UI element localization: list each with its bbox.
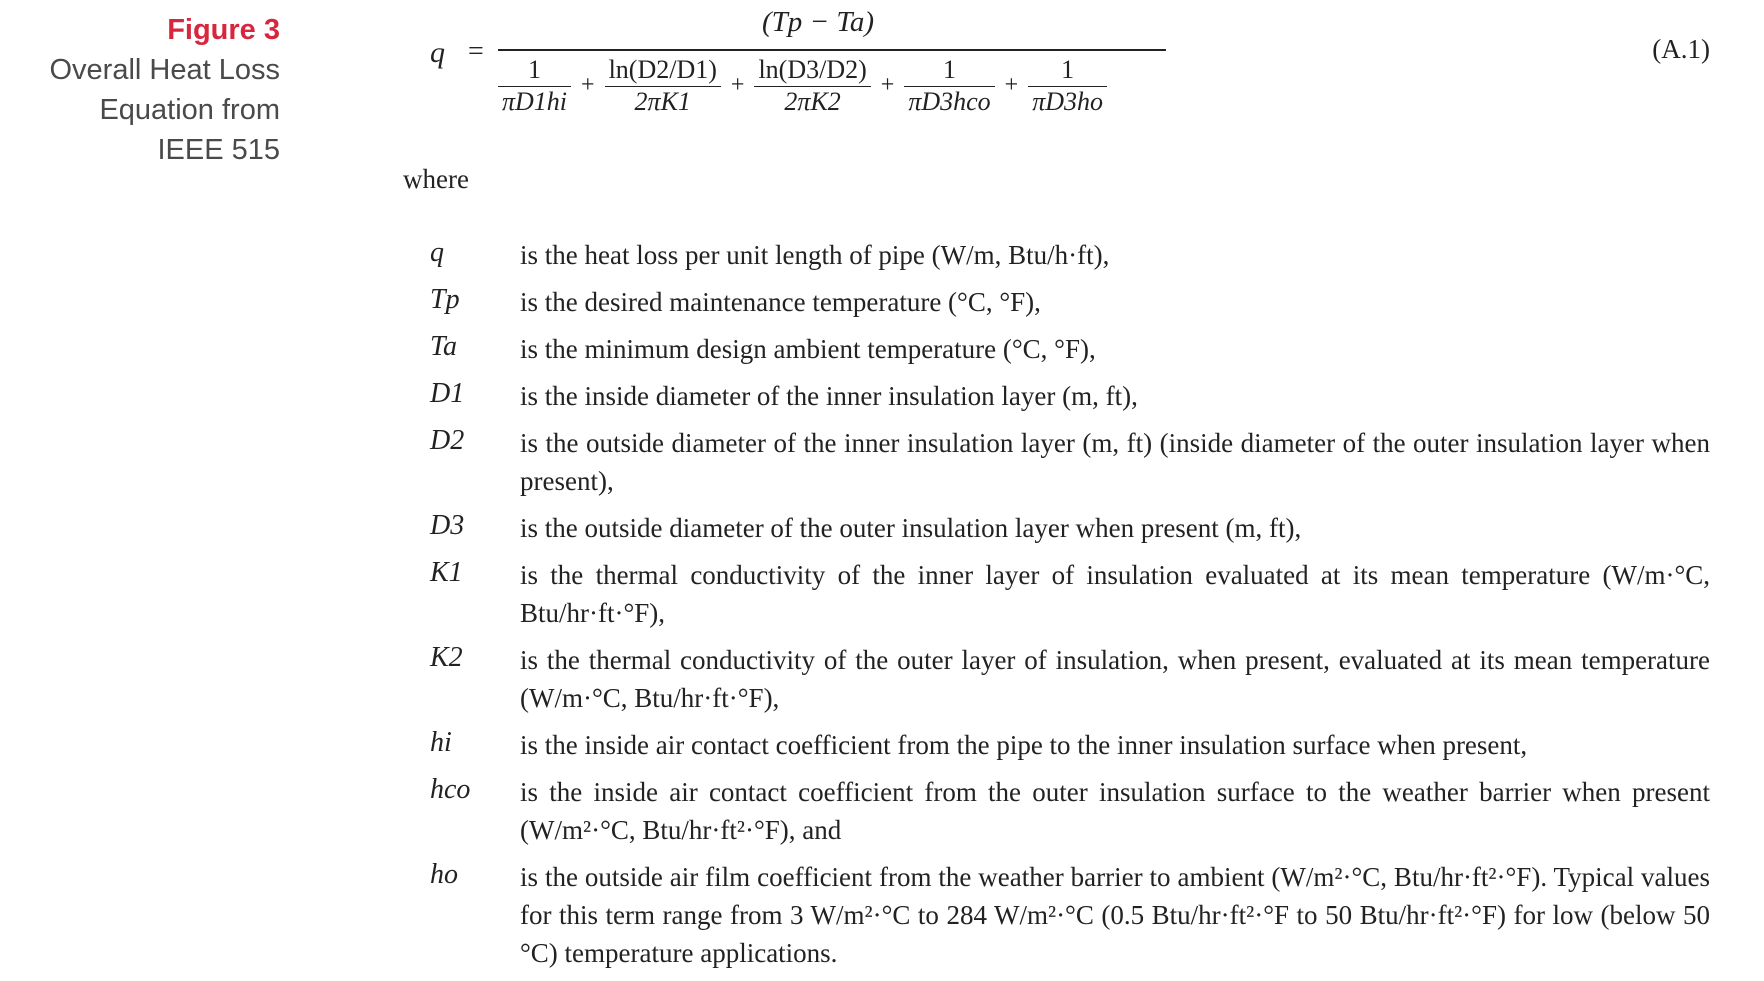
definition-row: [430, 236, 1710, 274]
definition-symbol: Tp: [430, 284, 460, 315]
caption-line-1: Overall Heat Loss: [49, 54, 280, 86]
term-fraction: [605, 54, 721, 117]
definition-row: [430, 726, 1710, 764]
definition-symbol: hi: [430, 727, 452, 758]
definition-symbol: D2: [430, 425, 465, 456]
equation-denominator: [498, 54, 1168, 117]
definition-row: [430, 283, 1710, 321]
term-denominator: πD3ho: [1032, 87, 1104, 116]
equation-number: (A.1): [1652, 34, 1710, 64]
definition-symbol: D1: [430, 378, 465, 409]
plus-sign: +: [581, 72, 595, 98]
term-numerator: 1: [943, 55, 956, 84]
equation-numerator: (Tp − Ta): [762, 6, 874, 38]
definition-list: [430, 236, 1710, 981]
definition-text: is the inside air contact coefficient from the pipe to the inner insulation surface when present,: [520, 730, 1528, 760]
definition-row: [430, 858, 1710, 972]
equation-lhs: q: [430, 36, 445, 69]
definition-row: [430, 773, 1710, 849]
definition-text: is the thermal conductivity of the inner layer of insulation evaluated at its mean temperature (W/m·°C, Btu/hr·ft·°F),: [520, 560, 1710, 628]
figure-caption: [50, 10, 281, 170]
term-numerator: ln(D2/D1): [608, 55, 717, 84]
caption-line-2: Equation from: [99, 94, 280, 126]
definition-text: is the thermal conductivity of the outer layer of insulation, when present, evaluated at its mean temperature (W/m·°C, Btu/hr·ft·°F),: [520, 645, 1710, 713]
term-numerator: ln(D3/D2): [758, 55, 867, 84]
definition-text: is the outside diameter of the inner insulation layer (m, ft) (inside diameter of the outer insulation layer when present),: [520, 428, 1710, 496]
definition-symbol: K1: [430, 557, 463, 588]
term-fraction: [754, 54, 870, 117]
equals-sign: =: [468, 36, 484, 67]
term-numerator: 1: [528, 55, 542, 84]
definition-row: [430, 509, 1710, 547]
term-denominator: πD1hi: [502, 87, 568, 116]
definition-text: is the inside diameter of the inner insulation layer (m, ft),: [520, 381, 1138, 411]
figure-label: Figure 3: [167, 14, 280, 46]
definition-symbol: D3: [430, 510, 465, 541]
where-label: where: [403, 164, 469, 194]
term-fraction: [498, 54, 571, 117]
definition-text: is the heat loss per unit length of pipe (W/m, Btu/h·ft),: [520, 240, 1110, 270]
definition-symbol: ho: [430, 859, 458, 890]
definition-symbol: q: [430, 237, 444, 268]
plus-sign: +: [880, 72, 895, 98]
definition-row: [430, 424, 1710, 500]
definition-text: is the minimum design ambient temperature (°C, °F),: [520, 334, 1096, 364]
term-denominator: 2πK1: [634, 87, 691, 116]
definition-row: [430, 377, 1710, 415]
definition-row: [430, 330, 1710, 368]
plus-sign: +: [730, 72, 745, 98]
definition-symbol: hco: [430, 774, 471, 805]
heat-loss-equation: [400, 0, 1710, 140]
term-fraction: [1028, 54, 1107, 117]
definition-symbol: Ta: [430, 331, 458, 362]
caption-line-3: IEEE 515: [157, 134, 280, 166]
definition-text: is the outside air film coefficient from the weather barrier to ambient (W/m²·°C, Btu/hr·ft²·°F). Typical values for this term range from 3 W/m²·°C to 284 W/m²·°C (0.5 Btu/hr·ft²·°F to 50 Btu/hr·ft²·°F) for low (below 50 °C) temperature applications.: [520, 862, 1710, 968]
fraction-bar: [498, 49, 1166, 51]
definition-row: [430, 556, 1710, 632]
term-fraction: [904, 54, 994, 117]
definition-row: [430, 641, 1710, 717]
term-denominator: πD3hco: [908, 87, 991, 116]
definition-symbol: K2: [430, 642, 463, 673]
definition-text: is the inside air contact coefficient from the outer insulation surface to the weather barrier when present (W/m²·°C, Btu/hr·ft²·°F), and: [520, 777, 1710, 845]
definition-text: is the desired maintenance temperature (°C, °F),: [520, 287, 1041, 317]
term-denominator: 2πK2: [784, 87, 841, 116]
plus-sign: +: [1004, 72, 1019, 98]
term-numerator: 1: [1061, 55, 1075, 84]
definition-text: is the outside diameter of the outer insulation layer when present (m, ft),: [520, 513, 1302, 543]
